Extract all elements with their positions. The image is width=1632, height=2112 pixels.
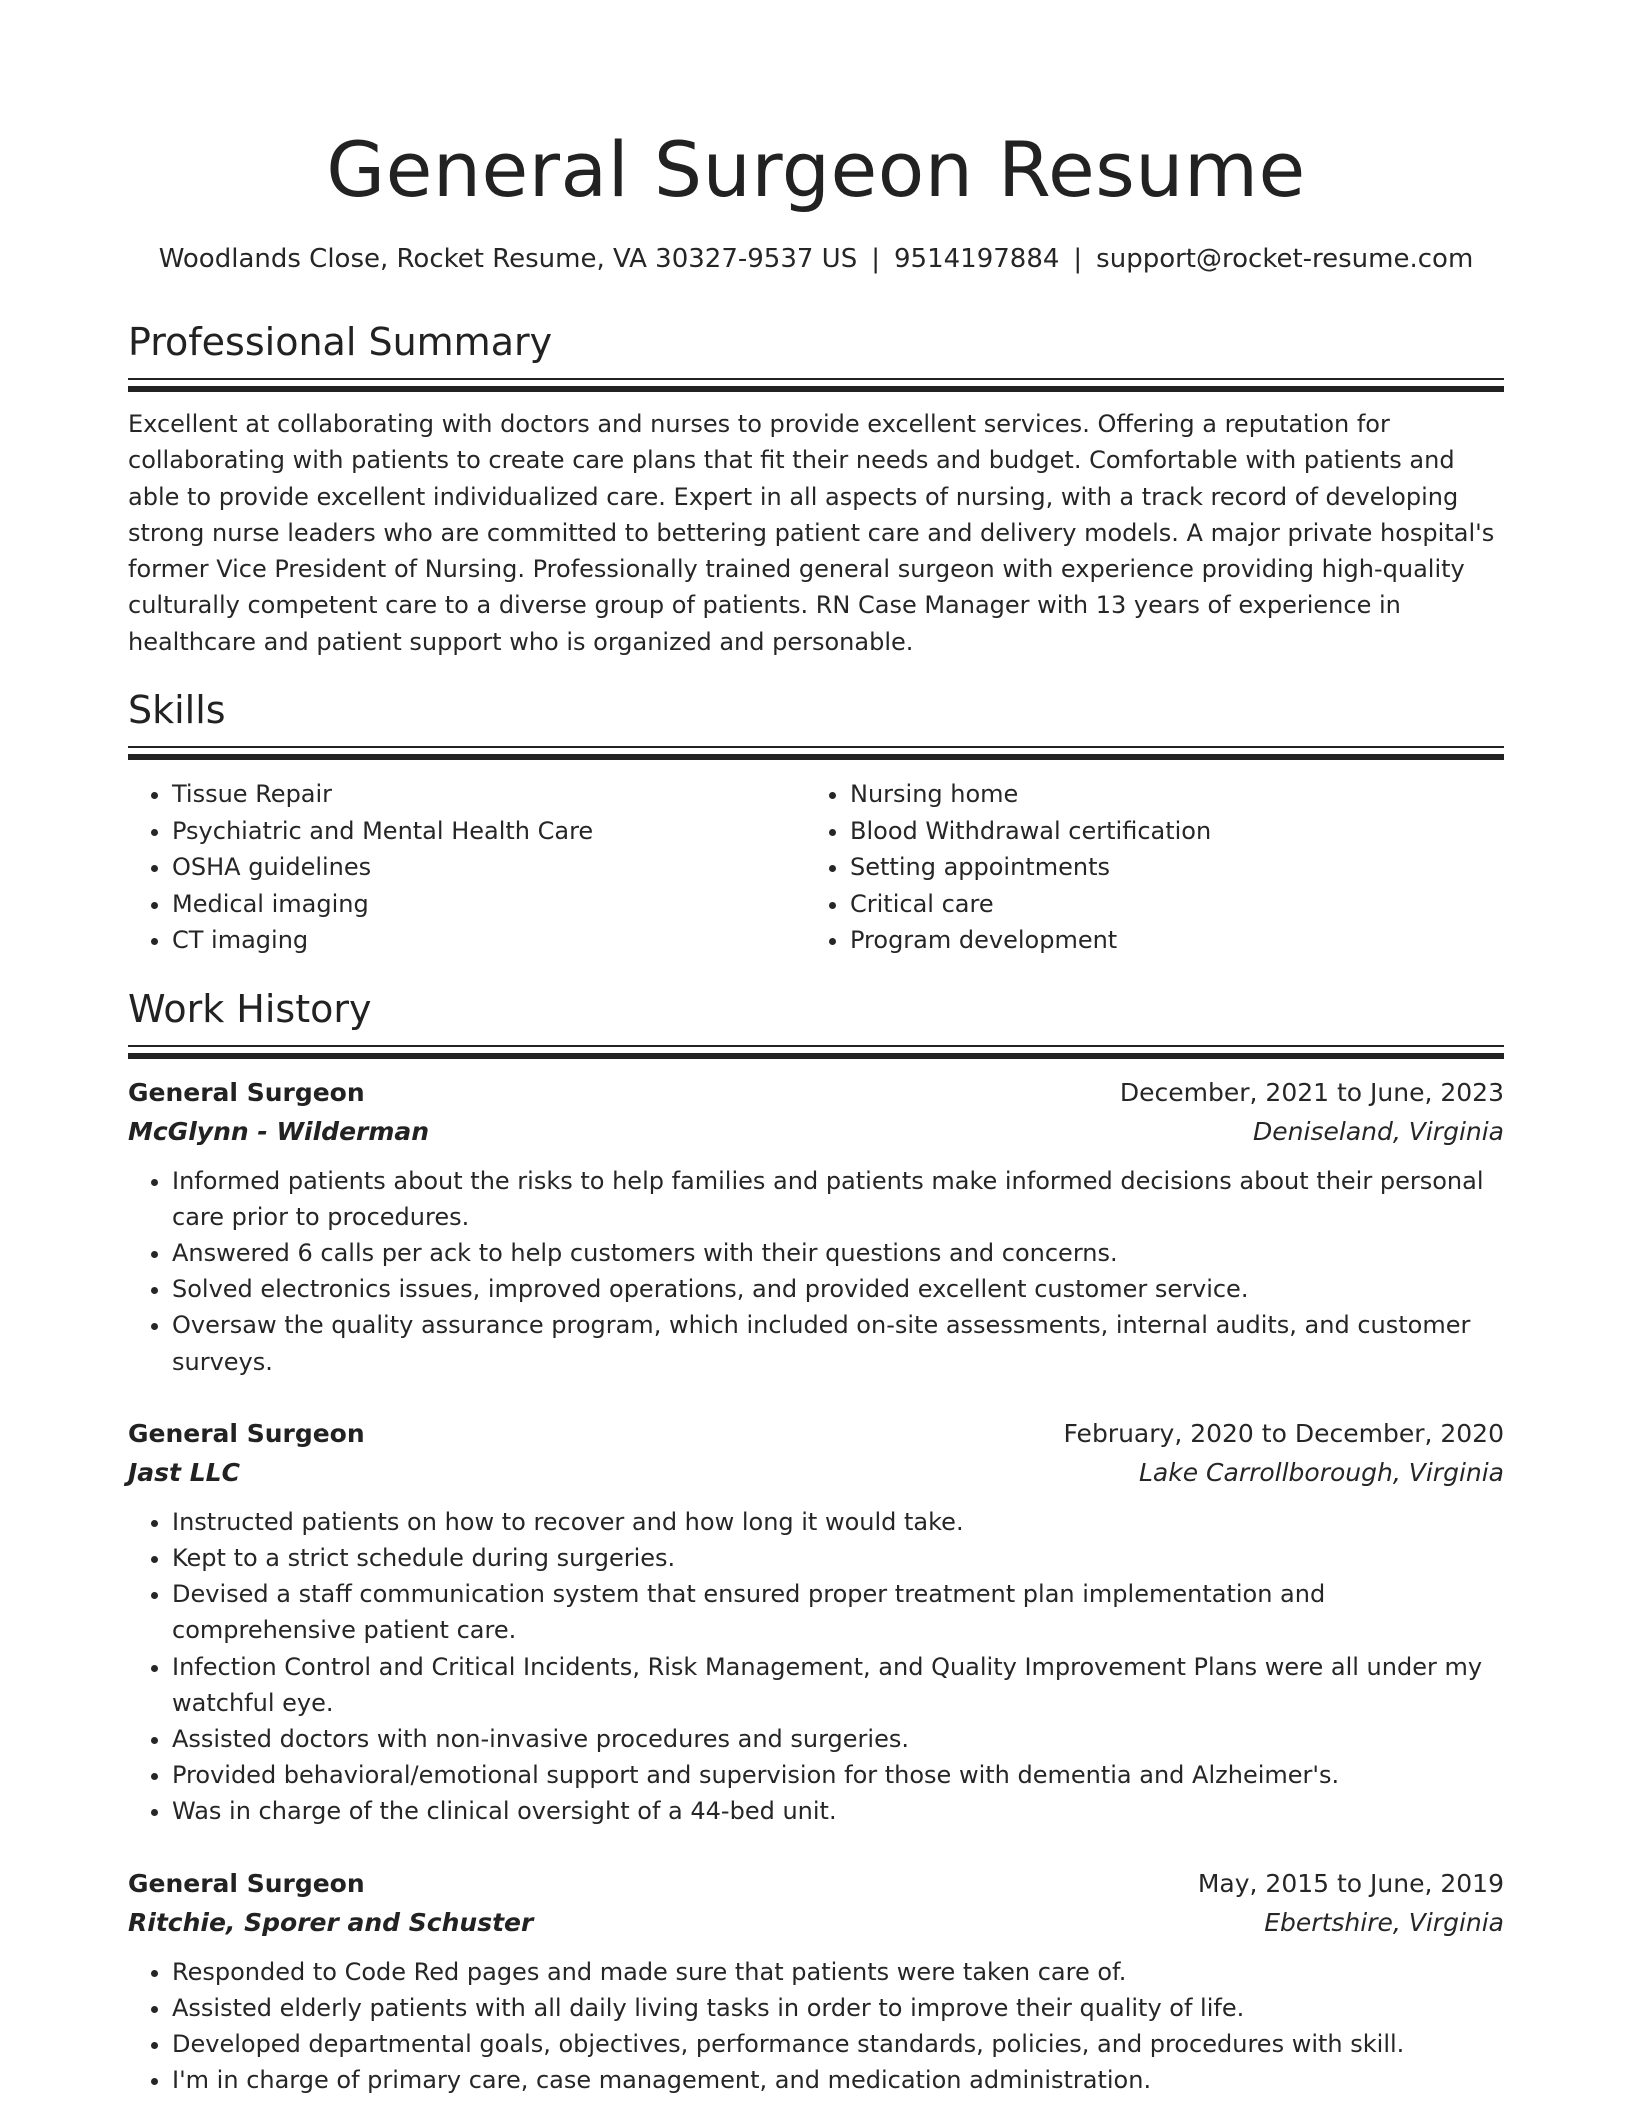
skill-item: • Critical care <box>850 886 1484 923</box>
job-bullet: • Kept to a strict schedule during surgeries. <box>172 1540 1504 1576</box>
job-title: General Surgeon <box>128 1077 365 1107</box>
skill-item: • Tissue Repair <box>172 776 806 813</box>
section-divider <box>128 746 1504 760</box>
job-location: Lake Carrollborough, Virginia <box>1138 1457 1504 1487</box>
job-bullet: • Was in charge of the clinical oversight of a 44-bed unit. <box>172 1793 1504 1829</box>
job-entry <box>128 1073 1504 1380</box>
skill-item: • Psychiatric and Mental Health Care <box>172 813 806 850</box>
job-dates: May, 2015 to June, 2019 <box>1197 1868 1504 1898</box>
contact-separator: | <box>1073 244 1083 274</box>
job-bullet: • Devised a staff communication system that ensured proper treatment plan implementation and comprehensive patient care. <box>172 1576 1504 1648</box>
skill-item: • Setting appointments <box>850 849 1484 886</box>
job-company-row <box>128 1454 1504 1492</box>
skill-item: • Program development <box>850 922 1484 959</box>
job-bullet: • I'm in charge of primary care, case management, and medication administration. <box>172 2062 1504 2098</box>
job-bullet: • Oversaw the quality assurance program, which included on-site assessments, internal audits, and customer surveys. <box>172 1307 1504 1379</box>
section-heading-work: Work History <box>128 986 372 1031</box>
job-bullet: • Developed departmental goals, objectives, performance standards, policies, and procedures with skill. <box>172 2026 1504 2062</box>
summary-text: Excellent at collaborating with doctors and nurses to provide excellent services. Offering a reputation for collaborating with patients to create care plans that fit their needs and budget. Comfortable with patients and able to provide excellent individualized care. Expert in all aspects of nursing, with a track record of developing strong nurse leaders who are committed to bettering patient care and delivery models. A major private hospital's former Vice President of Nursing. Professionally trained general surgeon with experience providing high-quality culturally competent care to a diverse group of patients. RN Case Manager with 13 years of experience in healthcare and patient support who is organized and personable. <box>128 410 1495 656</box>
job-bullets <box>128 1954 1504 2099</box>
job-bullet: • Answered 6 calls per ack to help customers with their questions and concerns. <box>172 1235 1504 1271</box>
job-title-row <box>128 1073 1504 1113</box>
job-company: Jast LLC <box>128 1457 240 1487</box>
job-title-row <box>128 1414 1504 1454</box>
job-location: Ebertshire, Virginia <box>1264 1907 1504 1937</box>
job-entry <box>128 1414 1504 1830</box>
job-title: General Surgeon <box>128 1418 365 1448</box>
job-bullet: • Informed patients about the risks to help families and patients make informed decisions about their personal care prior to procedures. <box>172 1163 1504 1235</box>
job-title-row <box>128 1864 1504 1904</box>
section-heading-skills: Skills <box>128 688 226 733</box>
job-bullet: • Instructed patients on how to recover and how long it would take. <box>172 1504 1504 1540</box>
contact-phone: 9514197884 <box>893 244 1060 274</box>
skill-item: • Nursing home <box>850 776 1484 813</box>
job-company: McGlynn - Wilderman <box>128 1116 430 1146</box>
job-title: General Surgeon <box>128 1868 365 1898</box>
contact-line <box>128 242 1504 276</box>
job-bullet: • Infection Control and Critical Incidents, Risk Management, and Quality Improvement Plans were all under my watchful eye. <box>172 1649 1504 1721</box>
skill-item: • Medical imaging <box>172 886 806 923</box>
skills-list-right <box>806 776 1484 959</box>
job-bullet: • Assisted elderly patients with all daily living tasks in order to improve their quality of life. <box>172 1990 1504 2026</box>
section-heading-summary: Professional Summary <box>128 320 553 364</box>
job-dates: February, 2020 to December, 2020 <box>1063 1418 1504 1448</box>
skill-item: • Blood Withdrawal certification <box>850 813 1484 850</box>
skills-list-left <box>128 776 806 959</box>
section-divider <box>128 1045 1504 1059</box>
contact-separator: | <box>871 244 880 274</box>
job-company-row <box>128 1113 1504 1151</box>
job-company-row <box>128 1904 1504 1942</box>
contact-address: Woodlands Close, Rocket Resume, VA 30327-9537 US <box>158 244 858 274</box>
work-history-section <box>128 985 1504 2099</box>
job-bullet: • Solved electronics issues, improved operations, and provided excellent customer service. <box>172 1271 1504 1307</box>
job-bullets <box>128 1504 1504 1830</box>
job-dates: December, 2021 to June, 2023 <box>1119 1077 1504 1107</box>
job-bullet: • Assisted doctors with non-invasive procedures and surgeries. <box>172 1721 1504 1757</box>
job-company: Ritchie, Sporer and Schuster <box>128 1907 534 1937</box>
job-entry <box>128 1864 1504 2099</box>
skills-columns <box>128 776 1504 959</box>
skill-item: • CT imaging <box>172 922 806 959</box>
job-bullet: • Responded to Code Red pages and made sure that patients were taken care of. <box>172 1954 1504 1990</box>
skills-section <box>128 686 1504 959</box>
resume-title: General Surgeon Resume <box>326 125 1306 214</box>
skill-item: • OSHA guidelines <box>172 849 806 886</box>
section-divider <box>128 378 1504 392</box>
professional-summary-section <box>128 318 1504 660</box>
job-bullet: • Provided behavioral/emotional support and supervision for those with dementia and Alzheimer's. <box>172 1757 1504 1793</box>
job-bullets <box>128 1163 1504 1380</box>
resume-page <box>128 0 1504 2098</box>
job-location: Deniseland, Virginia <box>1253 1116 1504 1146</box>
contact-email: support@rocket-resume.com <box>1096 244 1474 274</box>
